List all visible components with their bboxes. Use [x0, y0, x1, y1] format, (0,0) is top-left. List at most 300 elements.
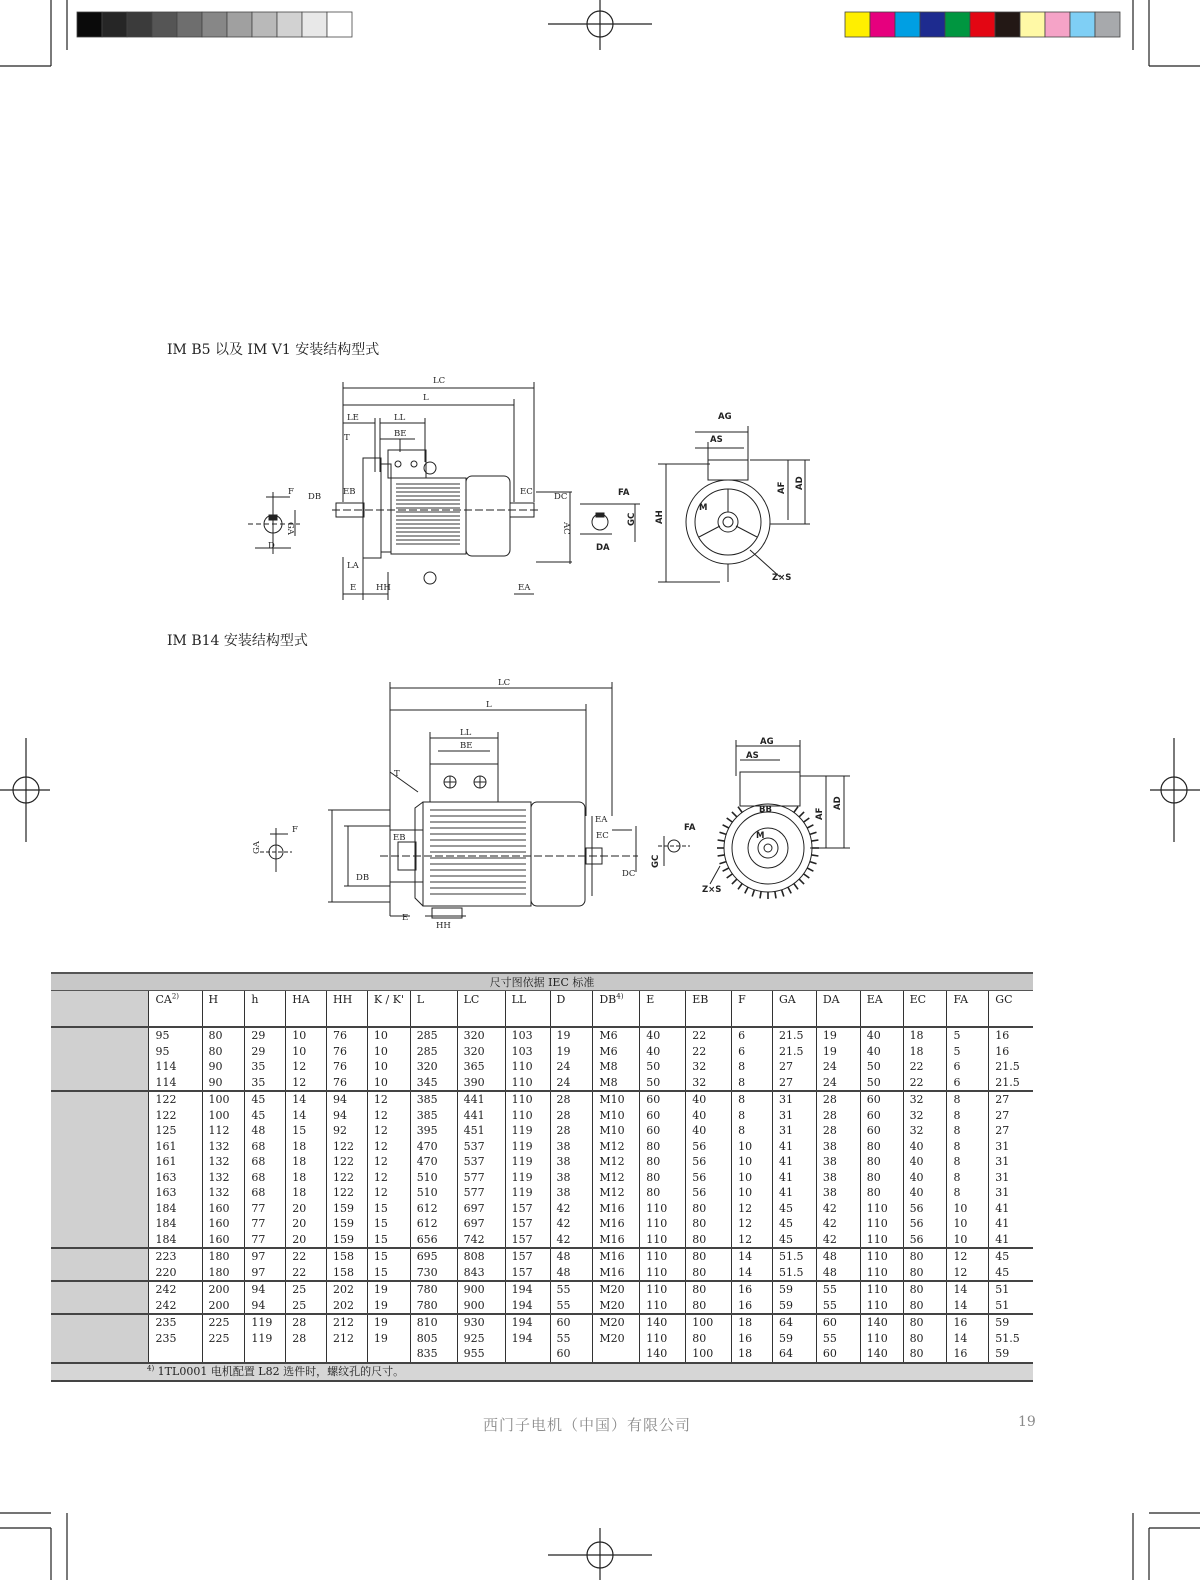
cooling-fin — [782, 890, 784, 897]
table-cell: 45 — [772, 1232, 816, 1249]
b5-label-hh: HH — [376, 583, 391, 593]
table-cell: 10 — [947, 1232, 989, 1249]
color-swatch — [177, 12, 202, 37]
table-cell: 808 — [457, 1248, 505, 1265]
column-header: HA — [286, 991, 327, 1028]
table-cell: 31 — [989, 1170, 1033, 1186]
table-cell: 320 — [457, 1044, 505, 1060]
table-cell: 110 — [860, 1298, 903, 1315]
page-number: 19 — [1018, 1414, 1036, 1430]
table-cell: 930 — [457, 1314, 505, 1331]
color-swatch — [870, 12, 895, 37]
table-cell: 42 — [550, 1232, 593, 1249]
table-cell: 28 — [286, 1331, 327, 1347]
table-cell: 110 — [640, 1232, 686, 1249]
table-cell: 110 — [640, 1216, 686, 1232]
table-cell: 510 — [410, 1185, 457, 1201]
table-cell: 80 — [640, 1154, 686, 1170]
column-header: K / K' — [367, 991, 410, 1028]
table-cell: 157 — [505, 1201, 550, 1217]
table-cell: 320 — [457, 1027, 505, 1044]
table-cell: 537 — [457, 1154, 505, 1170]
table-cell: M10 — [593, 1108, 640, 1124]
table-cell: 15 — [367, 1232, 410, 1249]
table-cell: 140 — [640, 1314, 686, 1331]
table-cell: 41 — [772, 1154, 816, 1170]
table-row — [51, 1281, 1033, 1298]
table-cell: 60 — [640, 1108, 686, 1124]
color-swatch — [845, 12, 870, 37]
table-cell: 103 — [505, 1044, 550, 1060]
table-cell: 51.5 — [772, 1265, 816, 1282]
color-swatch — [302, 12, 327, 37]
table-row — [51, 1139, 1033, 1155]
table-cell: 35 — [245, 1075, 286, 1092]
table-cell: 38 — [816, 1154, 860, 1170]
table-cell: 31 — [989, 1185, 1033, 1201]
table-cell: 14 — [286, 1091, 327, 1108]
column-header: EA — [860, 991, 903, 1028]
table-cell: 19 — [367, 1314, 410, 1331]
color-swatch — [152, 12, 177, 37]
table-cell: 28 — [816, 1091, 860, 1108]
table-cell: 45 — [245, 1108, 286, 1124]
table-cell: 10 — [367, 1027, 410, 1044]
table-cell: 42 — [550, 1216, 593, 1232]
table-cell: 119 — [505, 1139, 550, 1155]
table-cell: M20 — [593, 1298, 640, 1315]
table-cell: 80 — [686, 1232, 732, 1249]
table-cell: 158 — [327, 1265, 368, 1282]
b14-label-ad: AD — [833, 796, 843, 810]
b5-label-db: DB — [308, 492, 322, 502]
table-cell: 45 — [245, 1091, 286, 1108]
table-cell: 14 — [732, 1265, 773, 1282]
b14-dimension-drawing — [240, 676, 860, 936]
table-cell: 212 — [327, 1314, 368, 1331]
table-cell: 140 — [860, 1346, 903, 1363]
table-cell: 194 — [505, 1281, 550, 1298]
table-cell: 122 — [149, 1091, 202, 1108]
table-cell: M6 — [593, 1044, 640, 1060]
table-cell: 80 — [860, 1185, 903, 1201]
table-cell: 125 — [149, 1123, 202, 1139]
table-cell: 10 — [732, 1154, 773, 1170]
table-cell: 41 — [989, 1216, 1033, 1232]
table-cell: 159 — [327, 1232, 368, 1249]
table-cell: 900 — [457, 1281, 505, 1298]
table-cell: 161 — [149, 1154, 202, 1170]
table-cell: 50 — [860, 1075, 903, 1092]
table-cell: 32 — [686, 1075, 732, 1092]
table-cell: 59 — [989, 1314, 1033, 1331]
color-swatch — [1020, 12, 1045, 37]
table-cell: 55 — [550, 1298, 593, 1315]
table-cell: 16 — [989, 1027, 1033, 1044]
table-cell: 31 — [989, 1154, 1033, 1170]
b5-label-gc: GC — [627, 512, 637, 526]
b14-label-gc: GC — [651, 854, 661, 868]
table-cell — [367, 1346, 410, 1363]
table-row — [51, 1314, 1033, 1331]
section-title-b14: IM B14 安装结构型式 — [167, 633, 308, 649]
table-cell: 8 — [732, 1108, 773, 1124]
table-cell: 48 — [245, 1123, 286, 1139]
table-cell: 18 — [903, 1027, 947, 1044]
table-cell: 577 — [457, 1170, 505, 1186]
table-cell: 6 — [947, 1075, 989, 1092]
table-cell: 45 — [772, 1216, 816, 1232]
table-cell: 451 — [457, 1123, 505, 1139]
b5-label-m: M — [699, 503, 708, 513]
b14-label-as: AS — [746, 751, 759, 761]
table-cell: 56 — [686, 1139, 732, 1155]
table-cell: 6 — [732, 1044, 773, 1060]
table-cell: 40 — [860, 1044, 903, 1060]
b14-label-lc: LC — [498, 678, 511, 688]
table-cell: M8 — [593, 1075, 640, 1092]
row-stub — [51, 1216, 149, 1232]
table-cell: 163 — [149, 1170, 202, 1186]
table-cell: 160 — [202, 1201, 245, 1217]
table-cell: 56 — [903, 1201, 947, 1217]
table-cell: 22 — [686, 1044, 732, 1060]
table-cell: 235 — [149, 1314, 202, 1331]
table-cell: 55 — [816, 1331, 860, 1347]
table-cell: 194 — [505, 1298, 550, 1315]
table-cell: 48 — [550, 1248, 593, 1265]
table-row — [51, 1201, 1033, 1217]
table-cell: 80 — [903, 1248, 947, 1265]
table-cell: M12 — [593, 1154, 640, 1170]
table-row — [51, 1248, 1033, 1265]
b14-label-ga: GA — [252, 841, 262, 854]
table-cell: 20 — [286, 1216, 327, 1232]
color-swatch — [252, 12, 277, 37]
color-swatch — [202, 12, 227, 37]
table-cell: 60 — [816, 1314, 860, 1331]
table-cell: 159 — [327, 1201, 368, 1217]
b5-label-ec: EC — [520, 487, 533, 497]
column-header: HH — [327, 991, 368, 1028]
table-cell: 19 — [816, 1027, 860, 1044]
table-cell: 140 — [640, 1346, 686, 1363]
table-cell: 122 — [327, 1185, 368, 1201]
table-cell: 6 — [732, 1027, 773, 1044]
table-cell: 80 — [640, 1185, 686, 1201]
table-row — [51, 1170, 1033, 1186]
table-cell: 55 — [816, 1298, 860, 1315]
table-cell: 80 — [686, 1248, 732, 1265]
table-cell: 15 — [367, 1216, 410, 1232]
table-cell: 955 — [457, 1346, 505, 1363]
table-cell: 22 — [903, 1059, 947, 1075]
table-cell: 577 — [457, 1185, 505, 1201]
table-cell: 18 — [286, 1185, 327, 1201]
table-cell: 80 — [686, 1331, 732, 1347]
table-cell: 68 — [245, 1170, 286, 1186]
table-cell: 28 — [550, 1123, 593, 1139]
table-cell: 12 — [367, 1108, 410, 1124]
column-header: E — [640, 991, 686, 1028]
table-cell: 80 — [686, 1216, 732, 1232]
table-cell: 24 — [550, 1059, 593, 1075]
table-cell: 40 — [640, 1027, 686, 1044]
cooling-fin — [812, 855, 819, 856]
table-cell: 122 — [327, 1170, 368, 1186]
table-cell: 19 — [367, 1331, 410, 1347]
table-row — [51, 1346, 1033, 1363]
table-cell: 15 — [367, 1201, 410, 1217]
table-cell: 22 — [286, 1265, 327, 1282]
table-cell: 27 — [989, 1123, 1033, 1139]
table-cell: 10 — [732, 1185, 773, 1201]
table-cell: 21.5 — [772, 1027, 816, 1044]
table-cell: 21.5 — [989, 1075, 1033, 1092]
column-header: H — [202, 991, 245, 1028]
table-cell: 76 — [327, 1027, 368, 1044]
table-cell: 194 — [505, 1331, 550, 1347]
table-cell: 110 — [505, 1075, 550, 1092]
cooling-fin — [752, 890, 754, 897]
table-cell: 18 — [286, 1139, 327, 1155]
table-cell: 8 — [947, 1091, 989, 1108]
b14-label-m: M — [756, 831, 765, 841]
table-cell: 76 — [327, 1059, 368, 1075]
table-cell: 132 — [202, 1154, 245, 1170]
table-cell: 32 — [686, 1059, 732, 1075]
table-cell: 157 — [505, 1265, 550, 1282]
table-cell: 8 — [732, 1123, 773, 1139]
table-cell: 59 — [772, 1298, 816, 1315]
table-row — [51, 1232, 1033, 1249]
table-cell: 80 — [640, 1139, 686, 1155]
table-cell — [202, 1346, 245, 1363]
table-cell: 51.5 — [989, 1331, 1033, 1347]
b14-label-be: BE — [460, 741, 473, 751]
cooling-fin — [727, 818, 733, 822]
table-row — [51, 1059, 1033, 1075]
table-cell: 80 — [903, 1314, 947, 1331]
cooling-fin — [794, 884, 798, 890]
row-stub — [51, 1059, 149, 1075]
table-cell: 27 — [772, 1059, 816, 1075]
b14-label-f: F — [292, 825, 298, 835]
color-swatch — [895, 12, 920, 37]
table-cell — [245, 1346, 286, 1363]
table-cell: 470 — [410, 1139, 457, 1155]
table-cell: 12 — [367, 1123, 410, 1139]
row-stub — [51, 1139, 149, 1155]
table-cell: 780 — [410, 1281, 457, 1298]
b5-label-ll: LL — [394, 413, 406, 423]
table-cell: 76 — [327, 1044, 368, 1060]
table-cell: 19 — [550, 1044, 593, 1060]
table-cell: 41 — [989, 1232, 1033, 1249]
table-cell: 38 — [550, 1154, 593, 1170]
table-cell: 10 — [732, 1139, 773, 1155]
table-cell: 14 — [286, 1108, 327, 1124]
table-stub — [51, 991, 149, 1028]
table-cell: 160 — [202, 1216, 245, 1232]
table-cell: 110 — [860, 1281, 903, 1298]
table-cell: M16 — [593, 1248, 640, 1265]
table-cell: 12 — [367, 1091, 410, 1108]
table-cell: 12 — [367, 1154, 410, 1170]
table-cell: 163 — [149, 1185, 202, 1201]
table-cell: M10 — [593, 1123, 640, 1139]
table-cell: 184 — [149, 1216, 202, 1232]
table-cell: 16 — [732, 1281, 773, 1298]
table-row — [51, 1044, 1033, 1060]
section-title-b5: IM B5 以及 IM V1 安装结构型式 — [167, 342, 380, 358]
table-cell: 12 — [732, 1216, 773, 1232]
table-cell — [593, 1346, 640, 1363]
column-header: GC — [989, 991, 1033, 1028]
table-cell: 15 — [367, 1265, 410, 1282]
table-cell: 80 — [202, 1044, 245, 1060]
table-cell: 925 — [457, 1331, 505, 1347]
table-cell: 60 — [550, 1314, 593, 1331]
b14-label-ll: LL — [460, 728, 472, 738]
table-cell: 95 — [149, 1044, 202, 1060]
table-cell: 15 — [286, 1123, 327, 1139]
table-cell: 32 — [903, 1108, 947, 1124]
table-cell: 24 — [816, 1075, 860, 1092]
table-cell: 110 — [505, 1059, 550, 1075]
table-cell: 10 — [286, 1027, 327, 1044]
table-cell: 12 — [286, 1059, 327, 1075]
row-stub — [51, 1248, 149, 1265]
b14-label-ea: EA — [595, 815, 608, 825]
table-cell: 285 — [410, 1044, 457, 1060]
column-header: FA — [947, 991, 989, 1028]
color-swatch — [102, 12, 127, 37]
table-cell: 10 — [367, 1059, 410, 1075]
table-cell: 184 — [149, 1201, 202, 1217]
table-cell: 110 — [640, 1248, 686, 1265]
b14-label-fa: FA — [684, 823, 696, 833]
table-cell: 97 — [245, 1265, 286, 1282]
row-stub — [51, 1331, 149, 1347]
table-cell: 38 — [550, 1139, 593, 1155]
table-cell: 40 — [903, 1185, 947, 1201]
b5-label-l: L — [423, 393, 429, 403]
table-cell: 29 — [245, 1044, 286, 1060]
table-cell: 77 — [245, 1201, 286, 1217]
b5-label-ag: AG — [718, 412, 732, 422]
b14-label-af: AF — [815, 807, 825, 820]
table-cell: 14 — [947, 1281, 989, 1298]
table-cell: 19 — [816, 1044, 860, 1060]
table-cell: 780 — [410, 1298, 457, 1315]
column-header: L — [410, 991, 457, 1028]
b5-label-e: E — [350, 583, 357, 593]
table-row — [51, 1216, 1033, 1232]
color-swatch — [970, 12, 995, 37]
cooling-fin — [718, 855, 725, 856]
row-stub — [51, 1298, 149, 1315]
table-cell: 100 — [202, 1091, 245, 1108]
table-cell: 132 — [202, 1170, 245, 1186]
row-stub — [51, 1091, 149, 1108]
color-swatch — [945, 12, 970, 37]
cooling-fin — [738, 807, 742, 813]
table-cell: 60 — [550, 1346, 593, 1363]
table-cell: 38 — [550, 1170, 593, 1186]
table-cell: 12 — [732, 1201, 773, 1217]
b14-label-dc: DC — [622, 869, 636, 879]
table-cell: 160 — [202, 1232, 245, 1249]
b14-label-db: DB — [356, 873, 370, 883]
table-cell: 40 — [903, 1139, 947, 1155]
table-cell: 100 — [202, 1108, 245, 1124]
b5-label-lc: LC — [433, 376, 446, 386]
table-cell: 80 — [903, 1265, 947, 1282]
table-cell: 68 — [245, 1185, 286, 1201]
table-cell: 612 — [410, 1201, 457, 1217]
table-cell: 100 — [686, 1314, 732, 1331]
table-cell: 16 — [947, 1346, 989, 1363]
table-cell: 56 — [686, 1170, 732, 1186]
table-cell: 12 — [367, 1170, 410, 1186]
table-cell: 21.5 — [989, 1059, 1033, 1075]
table-cell: 200 — [202, 1298, 245, 1315]
b5-label-le: LE — [347, 413, 359, 423]
table-cell: 56 — [686, 1185, 732, 1201]
table-cell: 80 — [686, 1201, 732, 1217]
table-cell: 42 — [816, 1232, 860, 1249]
table-cell: 94 — [327, 1091, 368, 1108]
column-header: LC — [457, 991, 505, 1028]
table-cell: 5 — [947, 1044, 989, 1060]
b14-label-hh: HH — [436, 921, 451, 931]
table-cell: 60 — [816, 1346, 860, 1363]
row-stub — [51, 1201, 149, 1217]
b5-label-zxs: Z×S — [772, 573, 792, 583]
table-cell: 25 — [286, 1281, 327, 1298]
table-cell — [505, 1346, 550, 1363]
row-stub — [51, 1154, 149, 1170]
table-cell: 385 — [410, 1091, 457, 1108]
cooling-fin — [775, 892, 776, 899]
table-cell: 390 — [457, 1075, 505, 1092]
table-cell: 35 — [245, 1059, 286, 1075]
table-cell: 59 — [772, 1281, 816, 1298]
b5-label-ad: AD — [795, 476, 805, 490]
table-cell: 41 — [772, 1139, 816, 1155]
table-cell: 16 — [732, 1331, 773, 1347]
cooling-fin — [807, 825, 813, 828]
table-cell: 40 — [860, 1027, 903, 1044]
table-cell: 20 — [286, 1232, 327, 1249]
process-color-bar — [845, 12, 1120, 37]
table-cell: 18 — [732, 1346, 773, 1363]
table-cell: 24 — [550, 1075, 593, 1092]
cooling-fin — [794, 807, 798, 813]
table-cell: 16 — [732, 1298, 773, 1315]
table-cell: 805 — [410, 1331, 457, 1347]
cooling-fin — [799, 812, 804, 817]
table-cell: 14 — [732, 1248, 773, 1265]
row-stub — [51, 1075, 149, 1092]
table-cell: 32 — [903, 1123, 947, 1139]
table-cell: 110 — [505, 1091, 550, 1108]
row-stub — [51, 1232, 149, 1249]
table-cell: 19 — [367, 1298, 410, 1315]
table-cell: 77 — [245, 1216, 286, 1232]
table-cell: 12 — [286, 1075, 327, 1092]
